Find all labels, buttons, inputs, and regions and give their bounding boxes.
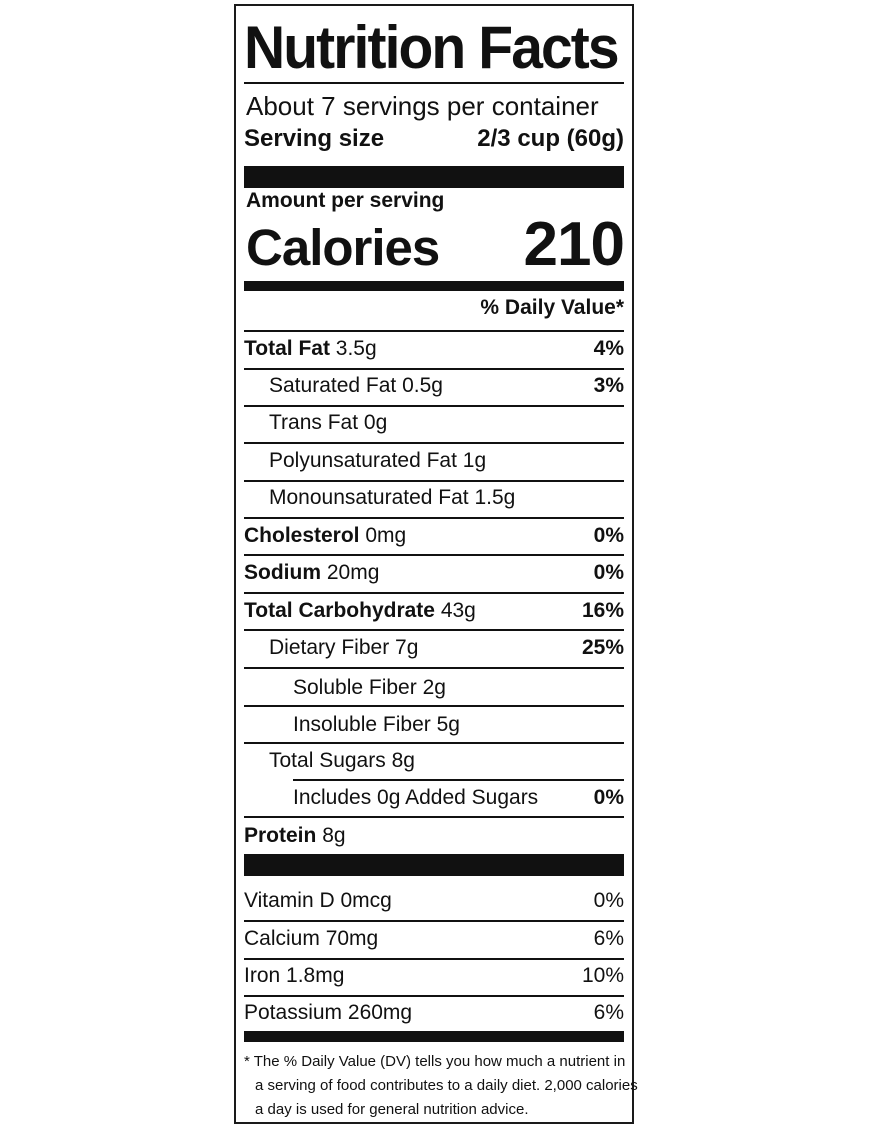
nutrient-name: Includes 0g Added Sugars	[293, 786, 539, 809]
serving-size-value: 2/3 cup (60g)	[477, 125, 624, 152]
divider	[244, 995, 624, 997]
vitamin-name: Potassium	[244, 1001, 343, 1024]
nutrient-name: Polyunsaturated Fat	[269, 449, 457, 472]
nutrient-name: Saturated Fat	[269, 374, 397, 397]
vitamin-row-potassium	[244, 998, 624, 1028]
nutrient-row-added-sugars	[244, 783, 624, 813]
footnote-line: a day is used for general nutrition advice.	[255, 1101, 529, 1118]
divider	[244, 816, 624, 818]
nutrient-amount: 1g	[462, 449, 487, 472]
divider	[244, 958, 624, 960]
nutrient-row-monounsaturated-fat	[244, 483, 624, 513]
nutrient-row-saturated-fat	[244, 371, 624, 401]
nutrient-dv: 4%	[593, 337, 624, 360]
serving-size-row	[244, 125, 624, 153]
vitamin-dv: 6%	[593, 927, 624, 950]
divider	[244, 330, 624, 332]
nutrient-row-cholesterol	[244, 521, 624, 551]
divider	[244, 705, 624, 707]
vitamin-row-iron	[244, 961, 624, 991]
thick-divider	[244, 854, 624, 876]
divider	[244, 368, 624, 370]
nutrient-name: Trans Fat	[269, 411, 359, 434]
vitamin-name: Calcium	[244, 927, 320, 950]
nutrient-amount: 8g	[322, 824, 346, 847]
divider	[244, 629, 624, 631]
divider	[244, 554, 624, 556]
nutrient-name: Soluble Fiber	[293, 676, 417, 699]
vitamin-name: Iron	[244, 964, 281, 987]
nutrient-row-total-carbohydrate	[244, 596, 624, 626]
nutrient-row-polyunsaturated-fat	[244, 446, 624, 476]
nutrient-name: Sodium	[244, 561, 321, 584]
footnote	[244, 1050, 638, 1122]
nutrient-row-dietary-fiber	[244, 633, 624, 663]
nutrition-facts-label	[234, 4, 638, 1124]
calories-value: 210	[523, 210, 624, 279]
nutrient-row-trans-fat	[244, 408, 624, 438]
nutrient-amount: 0g	[363, 411, 388, 434]
nutrient-amount: 5g	[436, 713, 460, 736]
nutrient-amount: 0.5g	[402, 374, 443, 397]
vitamin-row-calcium	[244, 924, 624, 954]
footnote-line: * The % Daily Value (DV) tells you how much a nutrient in	[244, 1053, 626, 1070]
nutrient-name: Total Sugars	[269, 749, 386, 772]
divider	[244, 405, 624, 407]
vitamin-amount: 70mg	[325, 927, 379, 950]
footnote-line: a serving of food contributes to a daily diet. 2,000 calories	[255, 1077, 638, 1094]
nutrient-row-total-sugars	[244, 746, 624, 776]
nutrient-name: Dietary Fiber	[269, 636, 390, 659]
vitamin-row-vitamin-d	[244, 886, 624, 916]
nutrient-amount: 7g	[395, 636, 419, 659]
nutrient-name: Total Carbohydrate	[244, 599, 435, 622]
vitamin-amount: 0mcg	[340, 889, 392, 912]
medium-divider	[244, 1031, 624, 1042]
nutrient-dv: 0%	[593, 524, 624, 547]
nutrient-row-sodium	[244, 558, 624, 588]
nutrient-name: Monounsaturated Fat	[269, 486, 469, 509]
nutrient-row-protein	[244, 821, 624, 851]
nutrient-amount: 2g	[422, 676, 446, 699]
nutrient-dv: 0%	[593, 561, 624, 584]
nutrient-amount: 3.5g	[335, 337, 377, 360]
nutrient-row-soluble-fiber	[244, 673, 624, 703]
calories-label: Calories	[246, 219, 440, 276]
daily-value-header: % Daily Value*	[480, 296, 624, 319]
nutrient-dv: 0%	[593, 786, 624, 809]
amount-per-serving: Amount per serving	[246, 189, 445, 212]
nutrient-amount: 20mg	[326, 561, 380, 584]
thick-divider	[244, 166, 624, 188]
divider	[244, 82, 624, 84]
nutrient-dv: 3%	[593, 374, 624, 397]
vitamin-dv: 6%	[593, 1001, 624, 1024]
divider	[293, 779, 624, 781]
nutrient-name: Insoluble Fiber	[293, 713, 431, 736]
vitamin-amount: 260mg	[347, 1001, 413, 1024]
nutrient-row-insoluble-fiber	[244, 710, 624, 740]
servings-per-container: About 7 servings per container	[246, 91, 599, 121]
label-title: Nutrition Facts	[244, 14, 618, 81]
nutrient-name: Total Fat	[244, 337, 330, 360]
divider	[244, 592, 624, 594]
vitamin-dv: 10%	[581, 964, 624, 987]
divider	[244, 920, 624, 922]
medium-divider	[244, 281, 624, 291]
nutrient-dv: 25%	[581, 636, 624, 659]
nutrient-amount: 0mg	[365, 524, 407, 547]
divider	[244, 667, 624, 669]
vitamin-dv: 0%	[593, 889, 624, 912]
divider	[244, 442, 624, 444]
nutrient-dv: 16%	[581, 599, 624, 622]
serving-size-label: Serving size	[244, 125, 385, 152]
nutrient-name: Cholesterol	[244, 524, 360, 547]
divider	[244, 480, 624, 482]
divider	[244, 517, 624, 519]
vitamin-amount: 1.8mg	[286, 964, 345, 987]
nutrient-row-total-fat	[244, 334, 624, 364]
divider	[244, 742, 624, 744]
nutrient-amount: 8g	[391, 749, 415, 772]
vitamin-name: Vitamin D	[244, 889, 335, 912]
nutrient-name: Protein	[244, 824, 317, 847]
nutrient-amount: 43g	[440, 599, 476, 622]
nutrient-amount: 1.5g	[474, 486, 516, 509]
